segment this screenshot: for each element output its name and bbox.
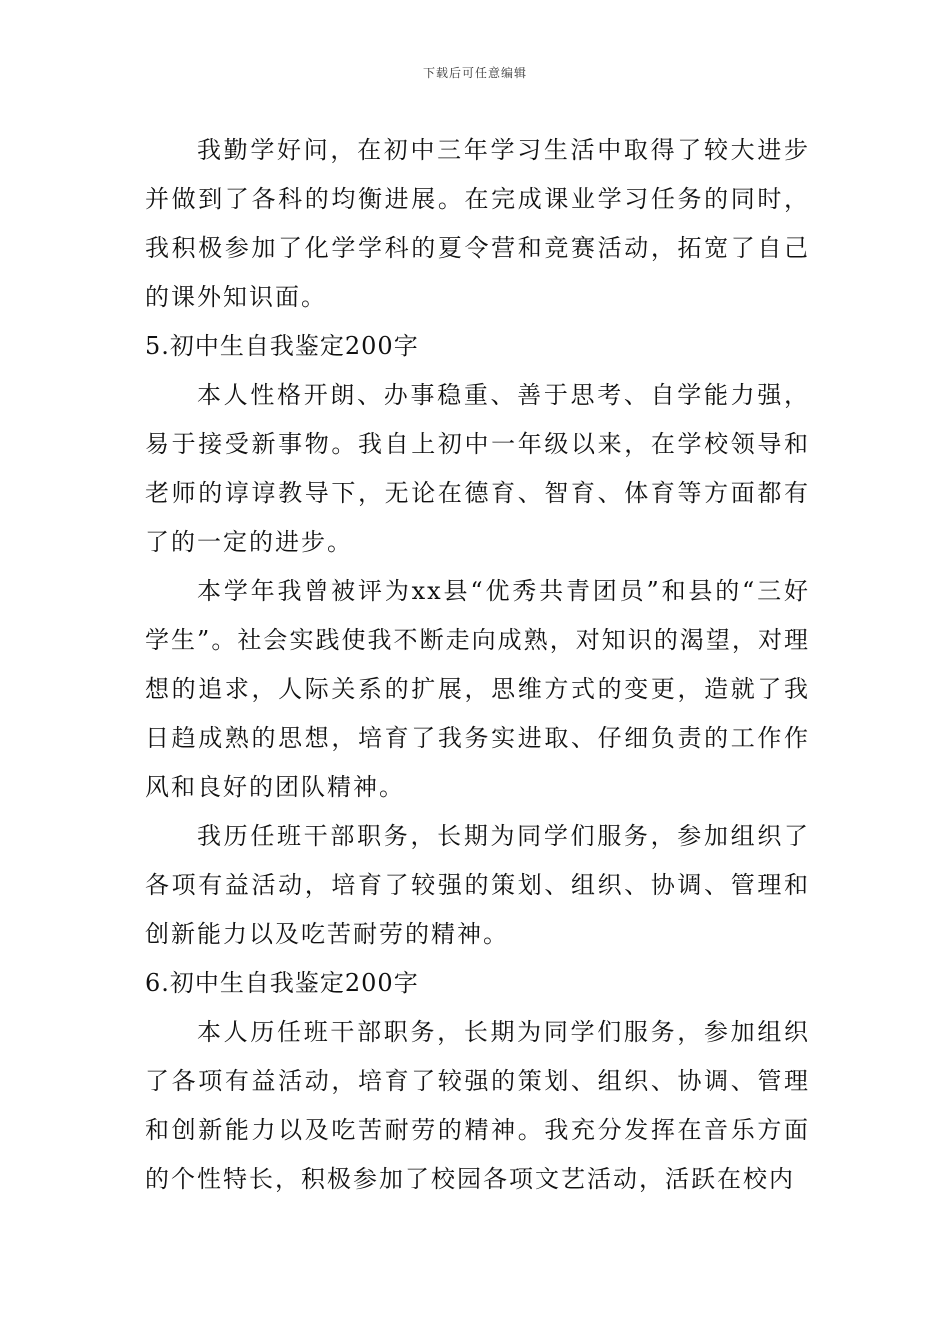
section-heading-6: 6.初中生自我鉴定200字 <box>145 969 419 997</box>
paragraph-study: 我勤学好问，在初中三年学习生活中取得了较大进步并做到了各科的均衡进展。在完成课业学习任务的同时，我积极参加了化学学科的夏令营和竞赛活动，拓宽了自己的课外知识面。 <box>145 136 810 311</box>
page-header: 下载后可任意编辑 <box>422 66 527 80</box>
paragraph-personality: 本人性格开朗、办事稳重、善于思考、自学能力强，易于接受新事物。我自上初中一年级以来，在学校领导和老师的谆谆教导下，无论在德育、智育、体育等方面都有了的一定的进步。 <box>145 381 810 556</box>
paragraph-honors: 本学年我曾被评为xx县“优秀共青团员”和县的“三好学生”。社会实践使我不断走向成熟，对知识的渴望，对理想的追求，人际关系的扩展，思维方式的变更，造就了我日趋成熟的思想，培育了我务实进取、仔细负责的工作作风和良好的团队精神。 <box>145 577 810 801</box>
paragraph-music: 本人历任班干部职务，长期为同学们服务，参加组织了各项有益活动，培育了较强的策划、组织、协调、管理和创新能力以及吃苦耐劳的精神。我充分发挥在音乐方面的个性特长，积极参加了校园各项文艺活动，活跃在校内 <box>145 1018 810 1193</box>
document-body <box>145 126 810 1204</box>
section-heading-5: 5.初中生自我鉴定200字 <box>145 332 419 360</box>
paragraph-class-cadre: 我历任班干部职务，长期为同学们服务，参加组织了各项有益活动，培育了较强的策划、组织、协调、管理和创新能力以及吃苦耐劳的精神。 <box>145 822 810 948</box>
